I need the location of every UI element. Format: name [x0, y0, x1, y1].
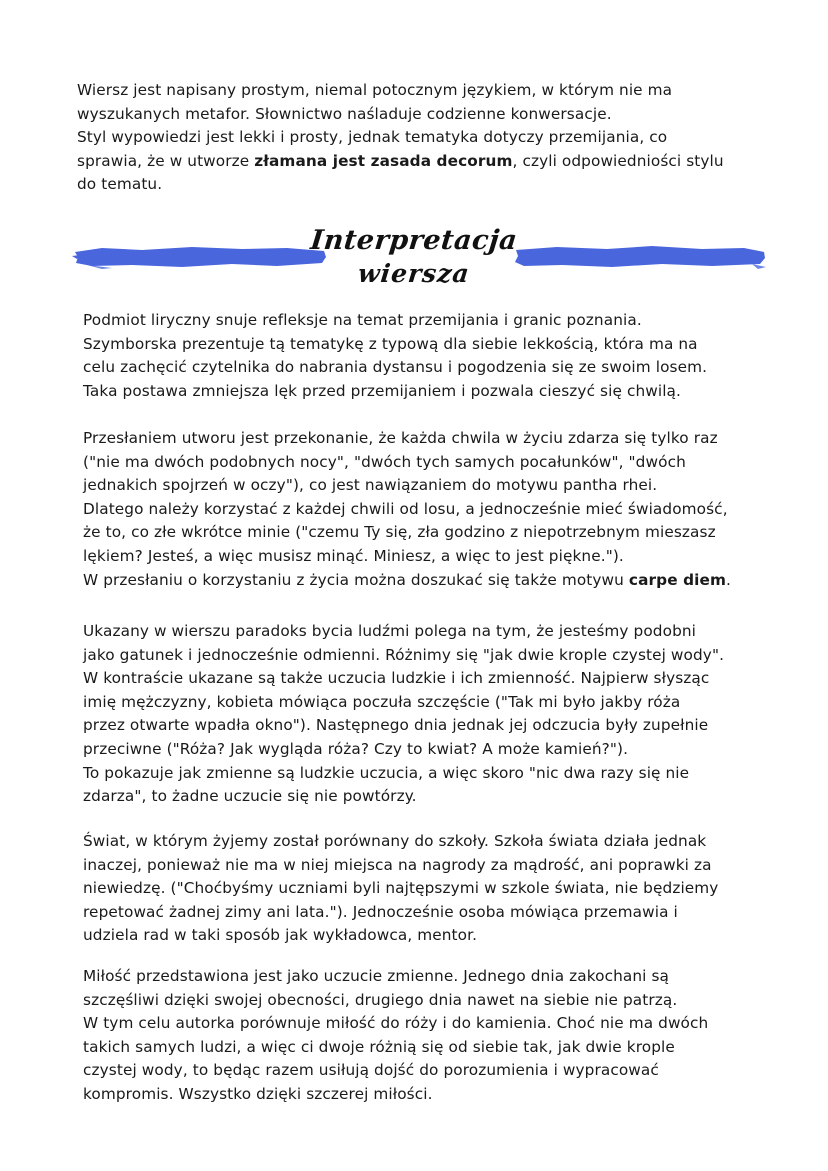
paragraph-przeslanie	[83, 427, 731, 592]
paragraph-line: Szymborska prezentuje tą tematykę z typową dla siebie lekkością, która ma na	[83, 334, 698, 353]
section-heading	[0, 215, 828, 300]
heading-title-line1: Interpretacja	[309, 225, 519, 256]
paragraph-line: jako gatunek i jednocześnie odmienni. Różnimy się "jak dwie krople czystej wody".	[83, 645, 725, 664]
paragraph-line: przeciwne ("Róża? Jak wygląda róża? Czy to kwiat? A może kamień?").	[83, 739, 629, 758]
paragraph-line: Podmiot liryczny snuje refleksje na temat przemijania i granic poznania.	[83, 311, 642, 329]
paragraph-milosc	[83, 965, 708, 1107]
paragraph-line: inaczej, ponieważ nie ma w niej miejsca na nagrody za mądrość, ani poprawki za	[83, 855, 712, 874]
paragraph-line: lękiem? Jesteś, a więc musisz minąć. Miniesz, a więc to jest piękne.").	[83, 546, 624, 565]
intro-line-text: sprawia, że w utworze	[77, 151, 255, 170]
paragraph-podmiot	[83, 309, 707, 403]
paragraph-line: W kontraście ukazane są także uczucia ludzkie i ich zmienność. Najpierw słysząc	[83, 669, 710, 688]
paragraph-line: niewiedzę. ("Choćbyśmy uczniami byli najtępszymi w szkole świata, nie będziemy	[83, 879, 719, 898]
intro-line-text: , czyli odpowiedniości stylu	[512, 151, 724, 170]
paragraph-line: imię mężczyzny, kobieta mówiąca poczuła szczęście ("Tak mi było jakby róża	[83, 692, 681, 711]
paragraph-line: W tym celu autorka porównuje miłość do róży i do kamienia. Choć nie ma dwóch	[83, 1014, 709, 1033]
paragraph-line: zdarza", to żadne uczucie się nie powtórzy.	[83, 787, 417, 806]
paragraph-line: To pokazuje jak zmienne są ludzkie uczucia, a więc skoro "nic dwa razy się nie	[83, 763, 690, 782]
paragraph-line: czystej wody, to będąc razem usiłują dojść do porozumienia i wypracować	[83, 1061, 659, 1080]
paragraph-line: Przesłaniem utworu jest przekonanie, że każda chwila w życiu zdarza się tylko raz	[83, 429, 718, 447]
paragraph-line-text: .	[726, 570, 731, 589]
heading-title-line2: wiersza	[356, 259, 472, 288]
paragraph-line: przez otwarte wpadła okno"). Następnego dnia jednak jej odczucia były zupełnie	[83, 716, 709, 735]
intro-line	[77, 150, 724, 174]
intro-line: do tematu.	[77, 175, 163, 194]
paragraph-line: ("nie ma dwóch podobnych nocy", "dwóch tych samych pocałunków", "dwóch	[83, 452, 686, 471]
paragraph-line: Świat, w którym żyjemy został porównany do szkoły. Szkoła świata działa jednak	[83, 832, 707, 850]
paragraph-line: takich samych ludzi, a więc ci dwoje różnią się od siebie tak, jak dwie krople	[83, 1037, 675, 1056]
paragraph-paradoks	[83, 620, 724, 809]
paragraph-line: udziela rad w taki sposób jak wykładowca, mentor.	[83, 926, 478, 945]
paragraph-line: szczęśliwi dzięki swojej obecności, drugiego dnia nawet na siebie nie patrzą.	[83, 990, 678, 1009]
decorum-emphasis: złamana jest zasada decorum	[254, 151, 513, 170]
paragraph-line: Miłość przedstawiona jest jako uczucie zmienne. Jednego dnia zakochani są	[83, 967, 670, 985]
brush-stroke-left-icon	[72, 243, 328, 271]
paragraph-line: Ukazany w wierszu paradoks bycia ludźmi polega na tym, że jesteśmy podobni	[83, 622, 697, 640]
intro-line: Styl wypowiedzi jest lekki i prosty, jednak tematyka dotyczy przemijania, co	[77, 128, 668, 147]
paragraph-line: kompromis. Wszystko dzięki szczerej miłości.	[83, 1084, 433, 1103]
paragraph-swiat	[83, 830, 718, 948]
paragraph-line	[83, 569, 731, 593]
paragraph-line: że to, co złe wkrótce minie ("czemu Ty się, zła godzino z niepotrzebnym mieszasz	[83, 523, 716, 542]
paragraph-line: repetować żadnej zimy ani lata."). Jednocześnie osoba mówiąca przemawia i	[83, 902, 678, 921]
carpe-diem-emphasis: carpe diem	[628, 570, 727, 589]
paragraph-line: jednakich spojrzeń w oczy"), co jest nawiązaniem do motywu pantha rhei.	[83, 476, 658, 495]
intro-line: Wiersz jest napisany prostym, niemal potocznym językiem, w którym nie ma	[77, 81, 673, 99]
intro-line: wyszukanych metafor. Słownictwo naśladuje codzienne konwersacje.	[77, 104, 612, 123]
paragraph-line: Taka postawa zmniejsza lęk przed przemijaniem i pozwala cieszyć się chwilą.	[83, 381, 681, 400]
brush-stroke-right-icon	[512, 243, 768, 271]
paragraph-line: celu zachęcić czytelnika do nabrania dystansu i pogodzenia się ze swoim losem.	[83, 358, 708, 377]
intro-paragraph	[77, 79, 724, 197]
paragraph-line: Dlatego należy korzystać z każdej chwili od losu, a jednocześnie mieć świadomość,	[83, 499, 728, 518]
paragraph-line-text: W przesłaniu o korzystaniu z życia można doszukać się także motywu	[83, 570, 629, 589]
